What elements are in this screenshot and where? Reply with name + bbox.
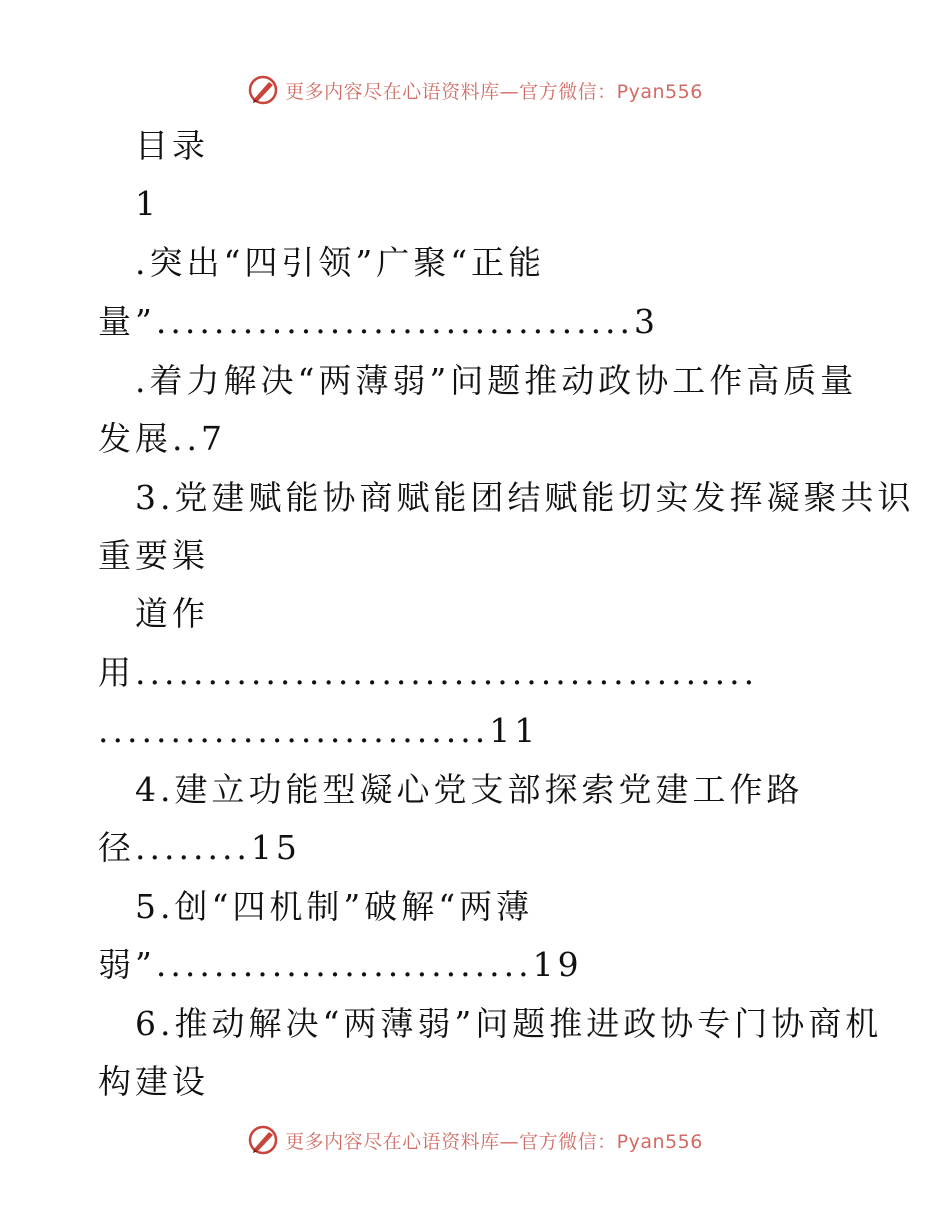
- toc-entry-6-cont: 构建设: [98, 1062, 209, 1101]
- pen-circle-logo-icon: [247, 74, 279, 106]
- toc-entry-4: 4.建立功能型凝心党支部探索党建工作路: [135, 770, 804, 809]
- toc-entry-5: 5.创“四机制”破解“两薄: [135, 887, 534, 926]
- footer-banner: [0, 1120, 950, 1160]
- toc-entry-6: 6.推动解决“两薄弱”问题推进政协专门协商机: [135, 1004, 883, 1043]
- toc-entry-2-cont: 发展..7: [98, 419, 226, 458]
- toc-entry-3-cont: 用...........................................: [98, 653, 759, 692]
- toc-entry-2: .着力解决“两薄弱”问题推动政协工作高质量: [135, 361, 858, 400]
- toc-entry-3-cont: 道作: [135, 594, 209, 633]
- pen-circle-logo-icon: [247, 1124, 279, 1156]
- header-banner: [0, 70, 950, 110]
- header-banner-text: 更多内容尽在心语资料库—官方微信：Pyan556: [285, 80, 703, 103]
- toc-line: 1: [135, 184, 160, 223]
- toc-title: 目录: [135, 126, 209, 165]
- toc-entry-3: 3.党建赋能协商赋能团结赋能切实发挥凝聚共识: [135, 478, 915, 517]
- toc-entry-1-cont: 量”.................................3: [98, 302, 660, 341]
- toc-entry-3-cont: ...........................11: [98, 711, 540, 750]
- toc-entry-1: .突出“四引领”广聚“正能: [135, 243, 546, 282]
- footer-banner-text: 更多内容尽在心语资料库—官方微信：Pyan556: [285, 1130, 703, 1153]
- toc-entry-5-cont: 弱”..........................19: [98, 945, 583, 984]
- toc-entry-4-cont: 径........15: [98, 828, 301, 867]
- toc-entry-3-cont: 重要渠: [98, 536, 209, 575]
